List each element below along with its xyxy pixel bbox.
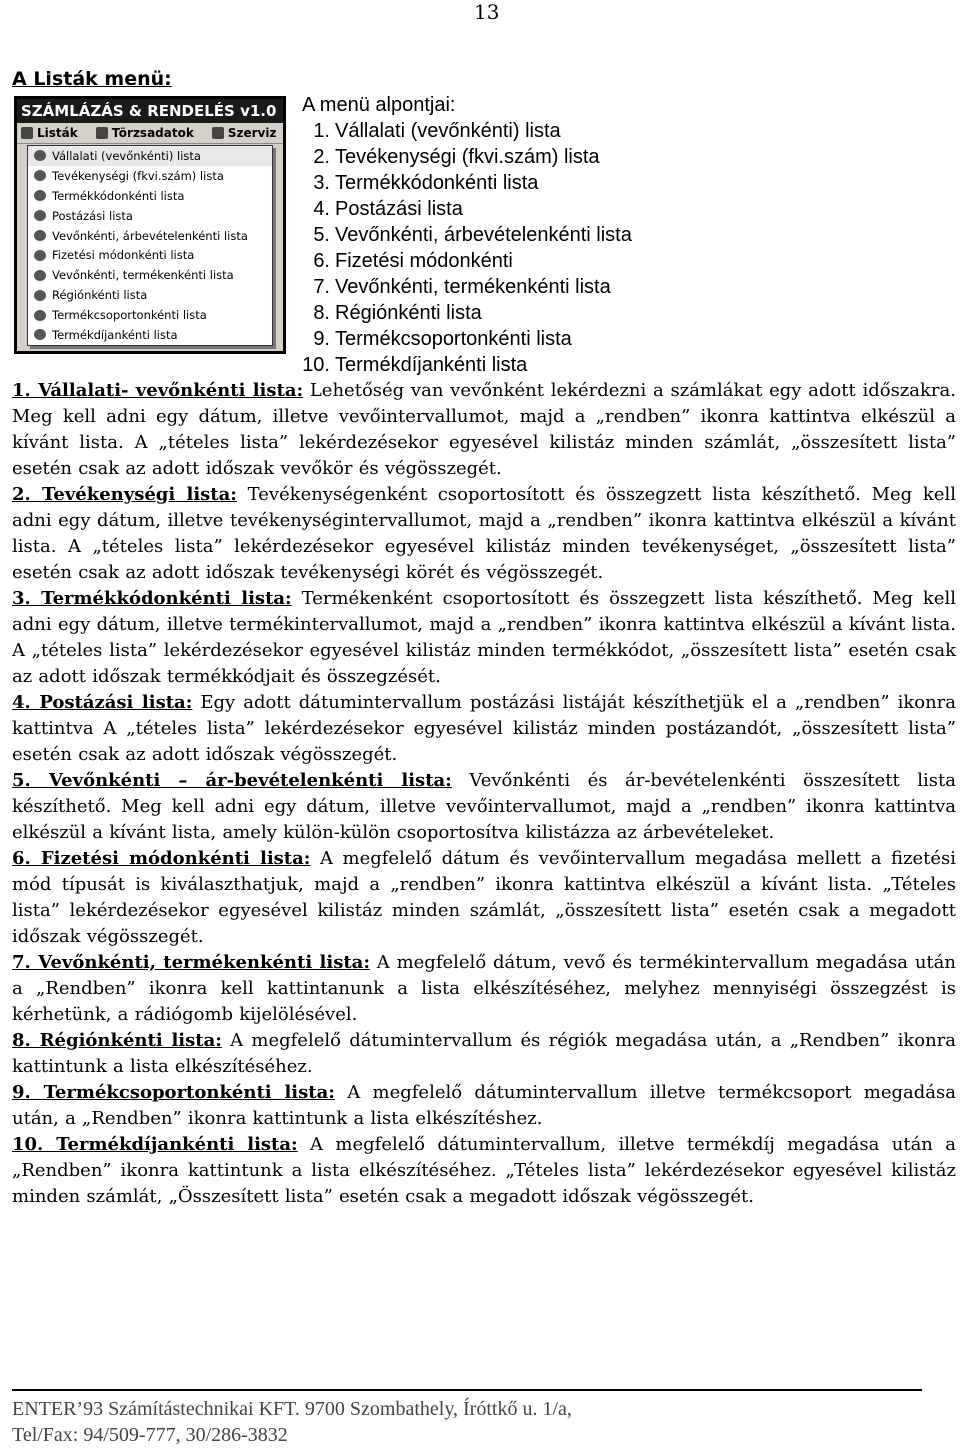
menu-item[interactable]: Termékdíjankénti lista <box>28 325 272 345</box>
menu-item[interactable]: Vevőnkénti, árbevételenkénti lista <box>28 226 272 246</box>
paragraph: 9. Termékcsoportonkénti lista: A megfelelő dátumintervallum illetve termékcsoport megadása után, a „Rendben” ikonra kattintunk a lista elkészítéshez. <box>12 1082 956 1129</box>
paragraph-heading: 1. Vállalati- vevőnkénti lista: <box>12 380 304 401</box>
submenu-item: 1. Vállalati (vevőnkénti) lista <box>313 120 561 142</box>
menu-item[interactable]: Vállalati (vevőnkénti) lista <box>28 146 272 166</box>
submenu-item: 2. Tevékenységi (fkvi.szám) lista <box>313 146 600 168</box>
list-icon <box>34 230 46 241</box>
menubar-item-torzsadatok[interactable]: Törzsadatok <box>92 126 194 140</box>
paragraph-heading: 7. Vevőnkénti, termékenkénti lista: <box>12 952 370 973</box>
footer-divider <box>12 1389 922 1391</box>
footer-line-1: ENTER’93 Számítástechnikai KFT. 9700 Szombathely, Íróttkő u. 1/a, <box>12 1398 572 1420</box>
paragraph: 5. Vevőnkénti – ár-bevételenkénti lista: Vevőnkénti és ár-bevételenkénti összesített lista készíthető. Meg kell adni egy dátum, illetve vevőintervallumot, majd a „rendben” ikonra kattintva elkészül a kívánt lista, amely külön-külön csoportosítva kilistázza az árbevételeket. <box>12 770 956 843</box>
menubar <box>17 123 283 144</box>
paragraph: 10. Termékdíjankénti lista: A megfelelő dátumintervallum, illetve termékdíj megadása után a „Rendben” ikonra kattintunk a lista elkészítéséhez. „Tételes lista” lekérdezésekor egyesével kilistáz minden számlát, „Összesített lista” esetén csak a megadott időszak végösszegét. <box>12 1134 957 1207</box>
submenu-list <box>288 118 632 378</box>
page-number: 13 <box>474 0 500 24</box>
menu-screenshot <box>14 96 286 354</box>
paragraph: 2. Tevékenységi lista: Tevékenységenként csoportosított és összegzett lista készíthető. Meg kell adni egy dátum, illetve tevékenységintervallumot, majd a „rendben” ikonra kattintva elkészül a kívánt lista. A „tételes lista” lekérdezésekor egyesével kilistáz minden tevékenységet, „összesített lista” esetén csak az adott időszak tevékenységi körét és végösszegét. <box>12 484 956 583</box>
list-icon <box>34 210 46 221</box>
submenu-intro: A menü alpontjai: <box>302 94 456 116</box>
paragraph-heading: 9. Termékcsoportonkénti lista: <box>12 1082 335 1103</box>
listak-dropdown <box>27 145 273 346</box>
menubar-item-listak[interactable]: Listák <box>17 126 78 140</box>
paragraph: 6. Fizetési módonkénti lista: A megfelelő dátum és vevőintervallum megadása mellett a fizetési mód típusát is kiválaszthatjuk, majd a „rendben” ikonra kattintva elkészül a kívánt lista. „Tételes lista” lekérdezésekor egyesével kilistáz minden számlát, „összesített lista” esetén csak a megadott időszak végösszegét. <box>12 848 956 947</box>
list-icon <box>34 329 46 340</box>
menubar-item-szerviz[interactable]: Szerviz <box>208 126 277 140</box>
paragraph: 8. Régiónkénti lista: A megfelelő dátumintervallum és régiók megadása után, a „Rendben” ikonra kattintunk a lista elkészítéséhez. <box>12 1030 956 1077</box>
menu-item[interactable]: Termékcsoportonkénti lista <box>28 305 272 325</box>
menu-item[interactable]: Termékkódonkénti lista <box>28 186 272 206</box>
submenu-item: 9. Termékcsoportonkénti lista <box>313 328 572 350</box>
submenu-item: 6. Fizetési módonkénti <box>313 250 513 272</box>
paragraph-heading: 4. Postázási lista: <box>12 692 193 713</box>
paragraph-heading: 8. Régiónkénti lista: <box>12 1030 222 1051</box>
paragraph: 1. Vállalati- vevőnkénti lista: Lehetőség van vevőnként lekérdezni a számlákat egy adott időszakra. Meg kell adni egy dátum, illetve vevőintervallumot, majd a „rendben” ikonra kattintva elkészül a kívánt lista. A „tételes lista” lekérdezésekor egyesével kilistáz minden számlát, „összesített lista” esetén csak az adott időszak vevőkör és végösszegét. <box>12 380 956 479</box>
listak-icon <box>21 127 33 139</box>
paragraph-heading: 5. Vevőnkénti – ár-bevételenkénti lista: <box>12 770 452 791</box>
submenu-item: 4. Postázási lista <box>313 198 463 220</box>
torzsadatok-icon <box>96 127 108 139</box>
section-title: A Listák menü: <box>12 68 172 90</box>
list-icon <box>34 310 46 321</box>
list-icon <box>34 150 46 161</box>
paragraph-heading: 2. Tevékenységi lista: <box>12 484 237 505</box>
app-title: SZÁMLÁZÁS & RENDELÉS v1.0 <box>17 99 283 123</box>
body-text <box>12 378 956 1210</box>
paragraph-heading: 3. Termékkódonkénti lista: <box>12 588 292 609</box>
list-icon <box>34 270 46 281</box>
paragraph: 7. Vevőnkénti, termékenkénti lista: A megfelelő dátum, vevő és termékintervallum megadása után a „Rendben” ikonra kell kattintanunk a lista elkészítéséhez, melyhez mennyiségi összegzést is kérhetünk, a rádiógomb kijelölésével. <box>12 952 956 1025</box>
menu-item[interactable]: Fizetési módonkénti lista <box>28 245 272 265</box>
paragraph: 3. Termékkódonkénti lista: Termékenként csoportosított és összegzett lista készíthető. Meg kell adni egy dátum, illetve termékintervallumot, majd a „rendben” ikonra kattintva elkészül a kívánt lista. A „tételes lista” lekérdezésekor egyesével kilistáz minden termékkódot, „összesített lista” esetén csak az adott időszak termékkódjait és összegzését. <box>12 588 956 687</box>
list-icon <box>34 170 46 181</box>
submenu-item: 3. Termékkódonkénti lista <box>313 172 539 194</box>
menu-item[interactable]: Régiónkénti lista <box>28 285 272 305</box>
list-icon <box>34 250 46 261</box>
submenu-item: 5. Vevőnkénti, árbevételenkénti lista <box>313 224 632 246</box>
paragraph-heading: 6. Fizetési módonkénti lista: <box>12 848 311 869</box>
menu-item[interactable]: Vevőnkénti, termékenkénti lista <box>28 265 272 285</box>
szerviz-icon <box>212 127 224 139</box>
footer-line-2: Tel/Fax: 94/509-777, 30/286-3832 <box>12 1424 288 1446</box>
menu-item[interactable]: Postázási lista <box>28 206 272 226</box>
footer <box>12 1396 572 1448</box>
paragraph-heading: 10. Termékdíjankénti lista: <box>12 1134 298 1155</box>
list-icon <box>34 290 46 301</box>
submenu-item: 7. Vevőnkénti, termékenkénti lista <box>313 276 611 298</box>
menu-item[interactable]: Tevékenységi (fkvi.szám) lista <box>28 166 272 186</box>
submenu-item: 8. Régiónkénti lista <box>313 302 482 324</box>
paragraph: 4. Postázási lista: Egy adott dátumintervallum postázási listáját készíthetjük el a „rendben” ikonra kattintva A „tételes lista” lekérdezésekor egyesével kilistáz minden postázandót, „összesített lista” esetén csak az adott időszak végösszegét. <box>12 692 956 765</box>
submenu-item: 10. Termékdíjankénti lista <box>302 354 528 376</box>
list-icon <box>34 190 46 201</box>
